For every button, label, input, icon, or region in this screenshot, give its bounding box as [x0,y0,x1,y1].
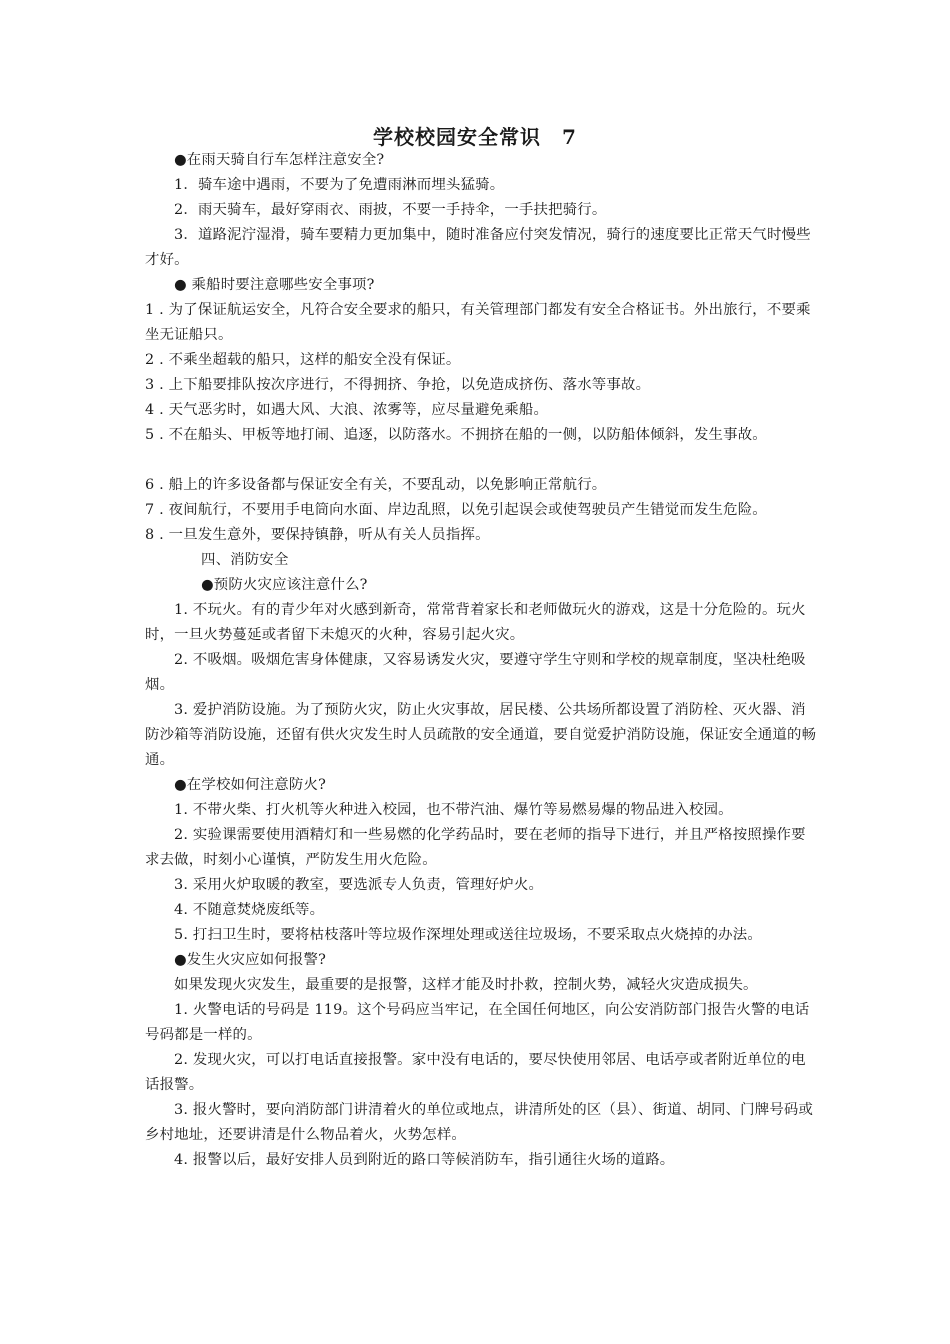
paragraph: 如果发现火灾发生，最重要的是报警，这样才能及时扑救，控制火势，减轻火灾造成损失。 [174,977,758,993]
paragraph: 1. 不玩火。有的青少年对火感到新奇，常常背着家长和老师做玩火的游戏，这是十分危险的。玩火时，一旦火势蔓延或者留下未熄灭的火种，容易引起火灾。 [145,602,806,643]
paragraph: 8 . 一旦发生意外，要保持镇静，听从有关人员指挥。 [145,527,490,543]
document-body [145,148,817,1173]
paragraph: 4. 不随意焚烧废纸等。 [174,902,325,918]
paragraph: 1．骑车途中遇雨，不要为了免遭雨淋而埋头猛骑。 [174,177,505,193]
paragraph: 5 . 不在船头、甲板等地打闹、追逐，以防落水。不拥挤在船的一侧，以防船体倾斜，发生事故。 [145,427,767,443]
paragraph: ● 乘船时要注意哪些安全事项? [174,277,375,293]
page-title: 学校校园安全常识 7 [373,125,577,149]
paragraph: 4 . 天气恶劣时，如遇大风、大浪、浓雾等，应尽量避免乘船。 [145,402,549,418]
paragraph: 3. 爱护消防设施。为了预防火灾，防止火灾事故，居民楼、公共场所都设置了消防栓、灭火器、消防沙箱等消防设施，还留有供火灾发生时人员疏散的安全通道，要自觉爱护消防设施，保证安全通道的畅通。 [145,702,817,768]
paragraph: 3 . 上下船要排队按次序进行，不得拥挤、争抢，以免造成挤伤、落水等事故。 [145,377,651,393]
blank-line [145,448,817,473]
paragraph: 1. 火警电话的号码是 119。这个号码应当牢记，在全国任何地区，向公安消防部门报告火警的电话号码都是一样的。 [145,1002,810,1043]
paragraph: 3. 报火警时，要向消防部门讲清着火的单位或地点，讲清所处的区（县）、街道、胡同、门牌号码或乡村地址，还要讲清是什么物品着火，火势怎样。 [145,1102,814,1143]
paragraph: 4. 报警以后，最好安排人员到附近的路口等候消防车，指引通往火场的道路。 [174,1152,675,1168]
paragraph: ●预防火灾应该注意什么? [201,577,368,593]
paragraph: 2. 发现火灾，可以打电话直接报警。家中没有电话的，要尽快使用邻居、电话亭或者附近单位的电话报警。 [145,1052,806,1093]
paragraph: ●在雨天骑自行车怎样注意安全? [174,152,385,168]
paragraph: ●发生火灾应如何报警? [174,952,326,968]
paragraph: 5. 打扫卫生时，要将枯枝落叶等垃圾作深埋处理或送往垃圾场，不要采取点火烧掉的办法。 [174,927,762,943]
paragraph: 7 . 夜间航行，不要用手电筒向水面、岸边乱照，以免引起误会或使驾驶员产生错觉而发生危险。 [145,502,767,518]
paragraph: 3．道路泥泞湿滑，骑车要精力更加集中，随时准备应付突发情况，骑行的速度要比正常天气时慢些才好。 [145,227,811,268]
paragraph: 四、消防安全 [201,552,289,568]
paragraph: 3. 采用火炉取暖的教室，要选派专人负责，管理好炉火。 [174,877,544,893]
paragraph: ●在学校如何注意防火? [174,777,326,793]
paragraph: 2. 不吸烟。吸烟危害身体健康，又容易诱发火灾，要遵守学生守则和学校的规章制度，坚决杜绝吸烟。 [145,652,806,693]
paragraph: 1. 不带火柴、打火机等火种进入校园，也不带汽油、爆竹等易燃易爆的物品进入校园。 [174,802,733,818]
paragraph: 2 . 不乘坐超载的船只，这样的船安全没有保证。 [145,352,461,368]
paragraph: 1 . 为了保证航运安全，凡符合安全要求的船只，有关管理部门都发有安全合格证书。外出旅行，不要乘坐无证船只。 [145,302,811,343]
paragraph: 2．雨天骑车，最好穿雨衣、雨披，不要一手持伞，一手扶把骑行。 [174,202,607,218]
paragraph: 2. 实验课需要使用酒精灯和一些易燃的化学药品时，要在老师的指导下进行，并且严格按照操作要求去做，时刻小心谨慎，严防发生用火危险。 [145,827,806,868]
paragraph: 6 . 船上的许多设备都与保证安全有关，不要乱动，以免影响正常航行。 [145,477,607,493]
